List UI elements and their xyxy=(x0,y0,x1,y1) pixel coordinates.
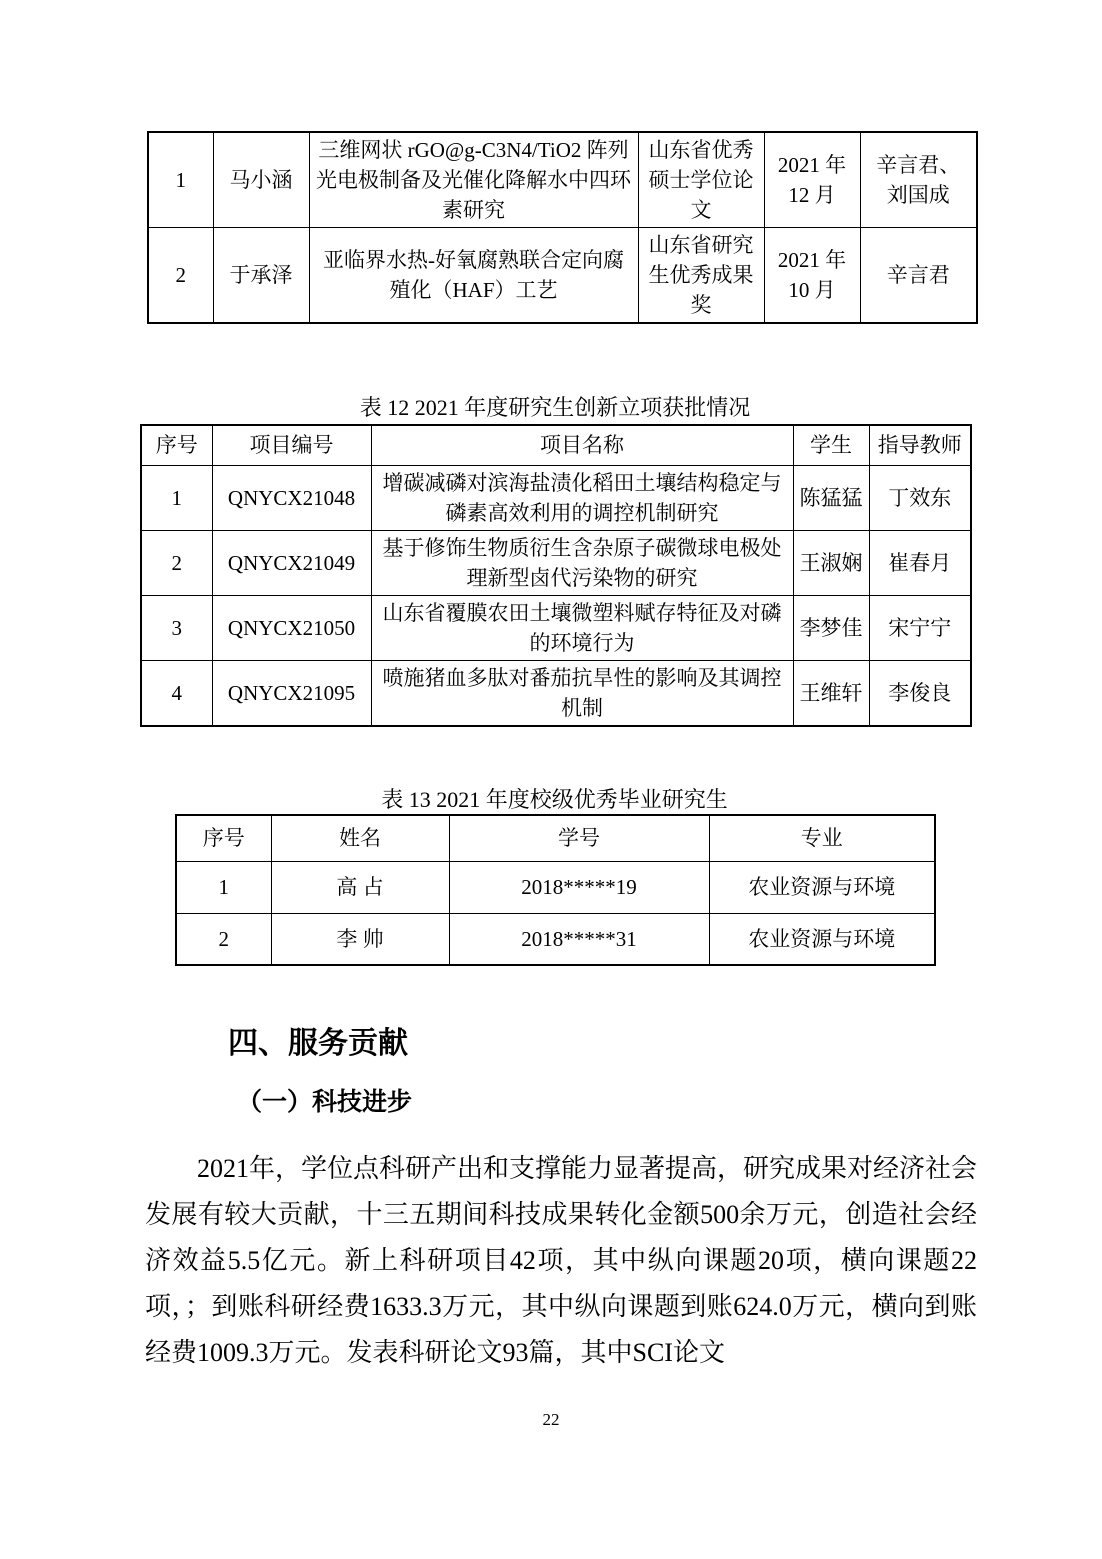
section-heading: 四、服务贡献 xyxy=(228,1027,408,1060)
advisor-cell: 李俊良 xyxy=(869,660,971,726)
table13-caption: 表 13 2021 年度校级优秀毕业研究生 xyxy=(381,787,728,812)
serial-cell: 2 xyxy=(176,913,271,965)
serial-cell: 4 xyxy=(141,660,212,726)
table-row xyxy=(148,228,977,324)
header-serial: 序号 xyxy=(176,815,271,861)
project-name-cell: 基于修饰生物质衍生含杂原子碳微球电极处理新型卤代污染物的研究 xyxy=(371,530,793,595)
project-name-cell: 喷施猪血多肽对番茄抗旱性的影响及其调控机制 xyxy=(371,660,793,726)
table-row xyxy=(141,660,971,726)
table-row xyxy=(148,132,977,228)
student-cell: 王维轩 xyxy=(793,660,869,726)
subsection-heading: （一）科技进步 xyxy=(237,1088,413,1116)
table-row xyxy=(141,530,971,595)
table-row xyxy=(141,595,971,660)
award-date-cell: 2021 年 10 月 xyxy=(764,228,860,324)
project-code-cell: QNYCX21048 xyxy=(212,465,371,530)
major-cell: 农业资源与环境 xyxy=(709,913,935,965)
innovation-projects-table xyxy=(140,424,972,727)
name-cell: 李 帅 xyxy=(271,913,449,965)
advisor-cell: 宋宁宁 xyxy=(869,595,971,660)
table-header-row xyxy=(141,425,971,465)
student-name-cell: 马小涵 xyxy=(213,132,309,228)
serial-cell: 3 xyxy=(141,595,212,660)
student-cell: 李梦佳 xyxy=(793,595,869,660)
student-id-cell: 2018*****31 xyxy=(449,913,709,965)
table-row xyxy=(176,861,935,913)
header-name: 姓名 xyxy=(271,815,449,861)
project-code-cell: QNYCX21095 xyxy=(212,660,371,726)
project-name-cell: 增碳减磷对滨海盐渍化稻田土壤结构稳定与磷素高效利用的调控机制研究 xyxy=(371,465,793,530)
advisor-cell: 崔春月 xyxy=(869,530,971,595)
thesis-title-cell: 三维网状 rGO@g-C3N4/TiO2 阵列光电极制备及光催化降解水中四环素研究 xyxy=(309,132,638,228)
project-name-cell: 山东省覆膜农田土壤微塑料赋存特征及对磷的环境行为 xyxy=(371,595,793,660)
header-student: 学生 xyxy=(793,425,869,465)
student-id-cell: 2018*****19 xyxy=(449,861,709,913)
outstanding-graduates-table xyxy=(175,814,936,966)
thesis-title-cell: 亚临界水热-好氧腐熟联合定向腐殖化（HAF）工艺 xyxy=(309,228,638,324)
table-row xyxy=(141,465,971,530)
header-major: 专业 xyxy=(709,815,935,861)
serial-cell: 2 xyxy=(141,530,212,595)
header-student-id: 学号 xyxy=(449,815,709,861)
awards-table xyxy=(147,131,978,324)
header-project-code: 项目编号 xyxy=(212,425,371,465)
table-header-row xyxy=(176,815,935,861)
major-cell: 农业资源与环境 xyxy=(709,861,935,913)
page-number: 22 xyxy=(542,1410,560,1429)
table12-caption: 表 12 2021 年度研究生创新立项获批情况 xyxy=(359,395,751,420)
advisor-cell: 辛言君、刘国成 xyxy=(860,132,977,228)
body-paragraph: 2021年，学位点科研产出和支撑能力显著提高，研究成果对经济社会发展有较大贡献，十三五期间科技成果转化金额500余万元，创造社会经济效益5.5亿元。新上科研项目42项，其中纵向课题20项，横向课题22项，；到账科研经费1633.3万元，其中纵向课题到账624.0万元，横向到账经费1009.3万元。发表科研论文93篇，其中SCI论文 xyxy=(145,1154,978,1367)
serial-cell: 2 xyxy=(148,228,213,324)
award-date-cell: 2021 年 12 月 xyxy=(764,132,860,228)
header-project-name: 项目名称 xyxy=(371,425,793,465)
header-advisor: 指导教师 xyxy=(869,425,971,465)
name-cell: 高 占 xyxy=(271,861,449,913)
table-row xyxy=(176,913,935,965)
serial-cell: 1 xyxy=(148,132,213,228)
student-cell: 陈猛猛 xyxy=(793,465,869,530)
advisor-cell: 辛言君 xyxy=(860,228,977,324)
award-name-cell: 山东省优秀硕士学位论文 xyxy=(638,132,764,228)
serial-cell: 1 xyxy=(141,465,212,530)
header-serial: 序号 xyxy=(141,425,212,465)
student-name-cell: 于承泽 xyxy=(213,228,309,324)
award-name-cell: 山东省研究生优秀成果奖 xyxy=(638,228,764,324)
student-cell: 王淑娴 xyxy=(793,530,869,595)
project-code-cell: QNYCX21049 xyxy=(212,530,371,595)
advisor-cell: 丁效东 xyxy=(869,465,971,530)
project-code-cell: QNYCX21050 xyxy=(212,595,371,660)
serial-cell: 1 xyxy=(176,861,271,913)
